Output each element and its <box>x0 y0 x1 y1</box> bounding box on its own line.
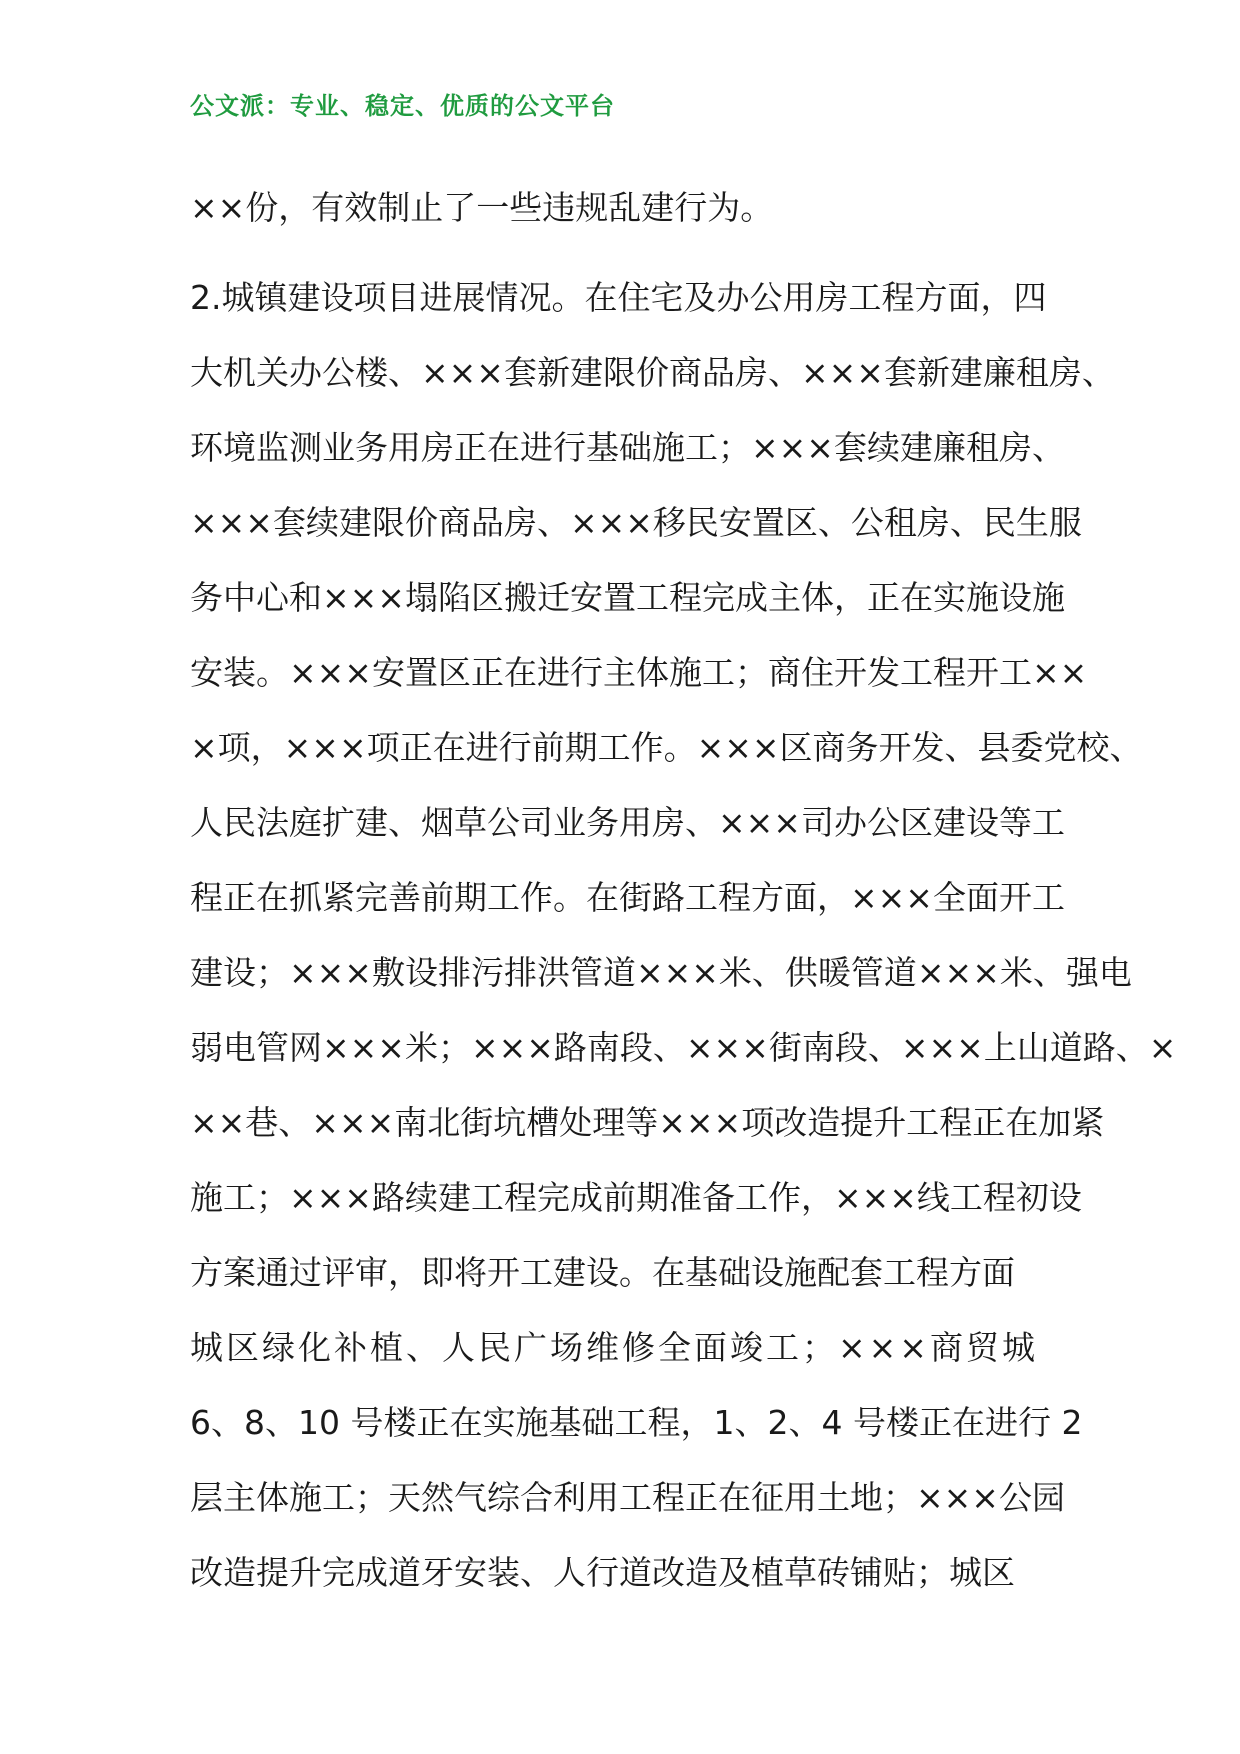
paragraph-line: 改造提升完成道牙安装、人行道改造及植草砖铺贴；城区 <box>190 1553 1015 1592</box>
paragraph-line: 6、8、10 号楼正在实施基础工程，1、2、4 号楼正在进行 2 <box>190 1403 1083 1442</box>
paragraph-line: 城区绿化补植、人民广场维修全面竣工；×××商贸城 <box>190 1328 1038 1367</box>
paragraph-line: 层主体施工；天然气综合利用工程正在征用土地；×××公园 <box>190 1478 1065 1517</box>
paragraph-line: ×××套续建限价商品房、×××移民安置区、公租房、民生服 <box>190 503 1082 542</box>
paragraph-line: 2.城镇建设项目进展情况。在住宅及办公用房工程方面，四 <box>190 278 1047 317</box>
paragraph-line: ×项，×××项正在进行前期工作。×××区商务开发、县委党校、 <box>190 728 1143 767</box>
paragraph-line: 务中心和×××塌陷区搬迁安置工程完成主体，正在实施设施 <box>190 578 1065 617</box>
paragraph-line: 施工；×××路续建工程完成前期准备工作，×××线工程初设 <box>190 1178 1082 1217</box>
paragraph-line: 建设；×××敷设排污排洪管道×××米、供暖管道×××米、强电 <box>190 953 1132 992</box>
paragraph-line: 环境监测业务用房正在进行基础施工；×××套续建廉租房、 <box>190 428 1065 467</box>
paragraph-line: 程正在抓紧完善前期工作。在街路工程方面，×××全面开工 <box>190 878 1065 917</box>
paragraph-line: 人民法庭扩建、烟草公司业务用房、×××司办公区建设等工 <box>190 803 1065 842</box>
paragraph-line: ××巷、×××南北街坑槽处理等×××项改造提升工程正在加紧 <box>190 1103 1105 1142</box>
header-watermark: 公文派：专业、稳定、优质的公文平台 <box>190 92 615 120</box>
paragraph-line: 大机关办公楼、×××套新建限价商品房、×××套新建廉租房、 <box>190 353 1115 392</box>
paragraph-line: ××份，有效制止了一些违规乱建行为。 <box>190 188 774 227</box>
paragraph-line: 安装。×××安置区正在进行主体施工；商住开发工程开工×× <box>190 653 1088 692</box>
paragraph-line: 方案通过评审，即将开工建设。在基础设施配套工程方面 <box>190 1253 1015 1292</box>
body-text <box>190 170 1177 1610</box>
paragraph-line: 弱电管网×××米；×××路南段、×××街南段、×××上山道路、× <box>190 1028 1177 1067</box>
